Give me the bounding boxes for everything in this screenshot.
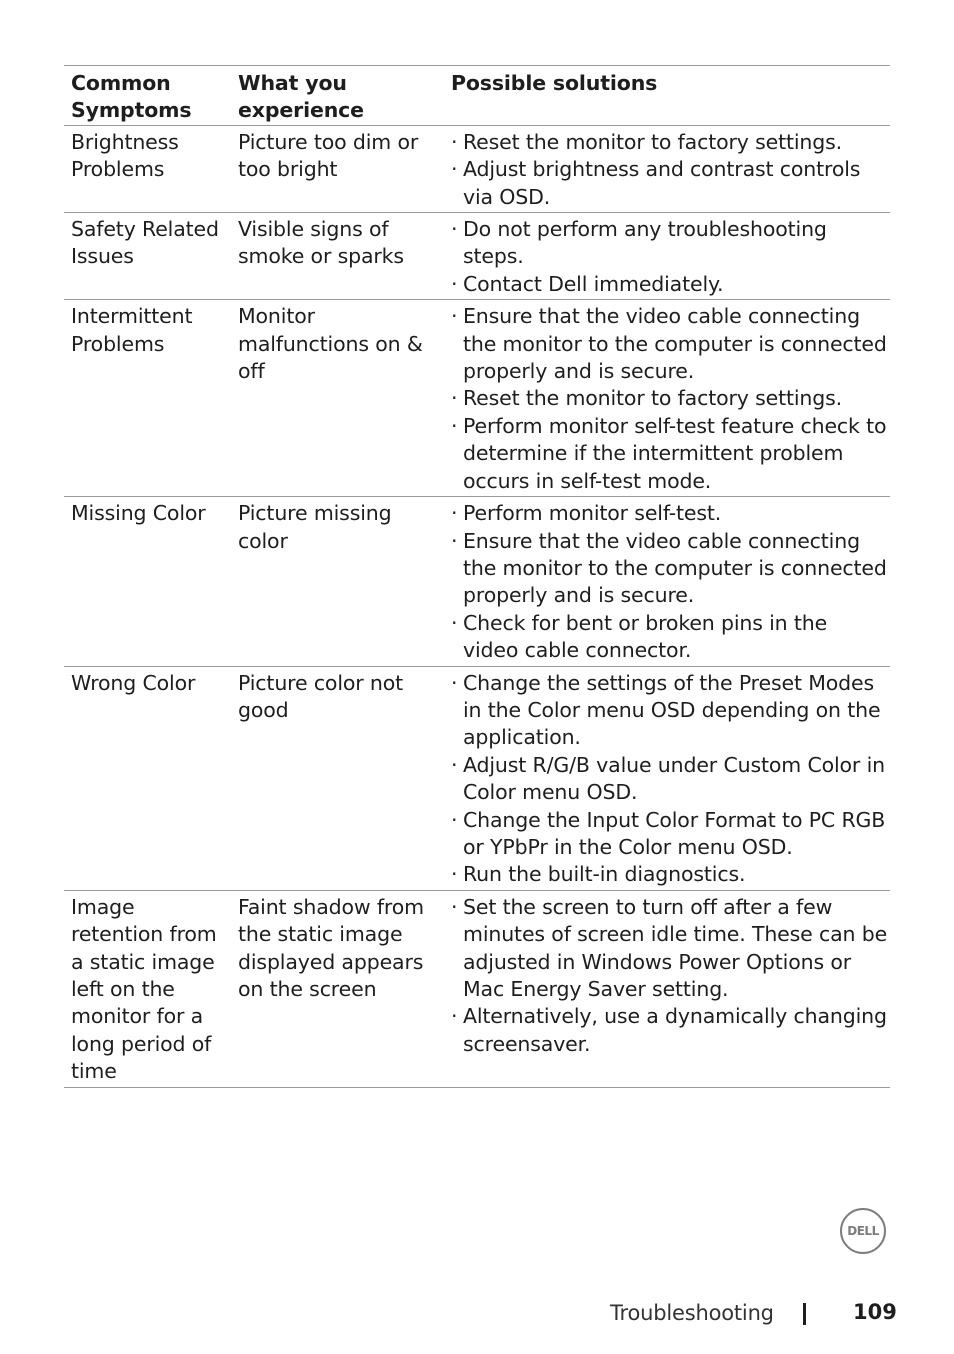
dell-logo-text: DELL: [847, 1224, 879, 1238]
solutions-list: [451, 216, 888, 298]
experience-cell: Faint shadow from the static image displayed appears on the screen: [231, 890, 444, 1087]
solutions-list: [451, 500, 888, 664]
solution-item: · Ensure that the video cable connecting the monitor to the computer is connected properly and is secure.: [451, 528, 888, 610]
symptom-cell: Missing Color: [64, 497, 231, 666]
solution-item: · Adjust brightness and contrast controls via OSD.: [451, 156, 888, 211]
solution-item: · Reset the monitor to factory settings.: [451, 385, 888, 412]
solution-item: · Perform monitor self-test.: [451, 500, 888, 527]
solutions-cell: [444, 125, 890, 212]
solution-item: · Run the built-in diagnostics.: [451, 861, 888, 888]
symptom-cell: Image retention from a static image left on the monitor for a long period of time: [64, 890, 231, 1087]
table-row: [64, 213, 890, 300]
solution-item: · Change the Input Color Format to PC RGB or YPbPr in the Color menu OSD.: [451, 807, 888, 862]
symptom-cell: Brightness Problems: [64, 125, 231, 212]
experience-cell: Visible signs of smoke or sparks: [231, 213, 444, 300]
table-row: [64, 497, 890, 666]
footer-section-title: Troubleshooting: [610, 1301, 774, 1325]
solution-item: · Check for bent or broken pins in the video cable connector.: [451, 610, 888, 665]
table-header-row: [64, 66, 890, 126]
experience-cell: Monitor malfunctions on & off: [231, 300, 444, 497]
dell-logo-icon: [840, 1208, 886, 1254]
solution-item: · Change the settings of the Preset Modes in the Color menu OSD depending on the application.: [451, 670, 888, 752]
symptom-cell: Safety Related Issues: [64, 213, 231, 300]
symptom-cell: Intermittent Problems: [64, 300, 231, 497]
solution-item: · Ensure that the video cable connecting the monitor to the computer is connected properly and is secure.: [451, 303, 888, 385]
experience-cell: Picture color not good: [231, 666, 444, 890]
table-row: [64, 666, 890, 890]
solution-item: · Set the screen to turn off after a few minutes of screen idle time. These can be adjusted in Windows Power Options or Mac Energy Saver setting.: [451, 894, 888, 1004]
experience-cell: Picture too dim or too bright: [231, 125, 444, 212]
solution-item: · Adjust R/G/B value under Custom Color in Color menu OSD.: [451, 752, 888, 807]
solution-item: · Do not perform any troubleshooting steps.: [451, 216, 888, 271]
header-what-you-experience: What you experience: [231, 66, 444, 126]
header-common-symptoms: Common Symptoms: [64, 66, 231, 126]
footer-page-number: 109: [853, 1300, 897, 1324]
solutions-cell: [444, 890, 890, 1087]
header-possible-solutions: Possible solutions: [444, 66, 890, 126]
solutions-cell: [444, 666, 890, 890]
solutions-list: [451, 670, 888, 889]
solution-item: · Alternatively, use a dynamically changing screensaver.: [451, 1003, 888, 1058]
table-row: [64, 300, 890, 497]
solutions-cell: [444, 213, 890, 300]
solution-item: · Contact Dell immediately.: [451, 271, 888, 298]
experience-cell: Picture missing color: [231, 497, 444, 666]
solutions-list: [451, 894, 888, 1058]
solutions-cell: [444, 497, 890, 666]
troubleshooting-table: [64, 65, 890, 1088]
solution-item: · Reset the monitor to factory settings.: [451, 129, 888, 156]
table-row: [64, 890, 890, 1087]
solutions-list: [451, 303, 888, 495]
table-row: [64, 125, 890, 212]
solutions-cell: [444, 300, 890, 497]
footer-separator: [803, 1303, 806, 1325]
solution-item: · Perform monitor self-test feature check to determine if the intermittent problem occurs in self-test mode.: [451, 413, 888, 495]
symptom-cell: Wrong Color: [64, 666, 231, 890]
solutions-list: [451, 129, 888, 211]
